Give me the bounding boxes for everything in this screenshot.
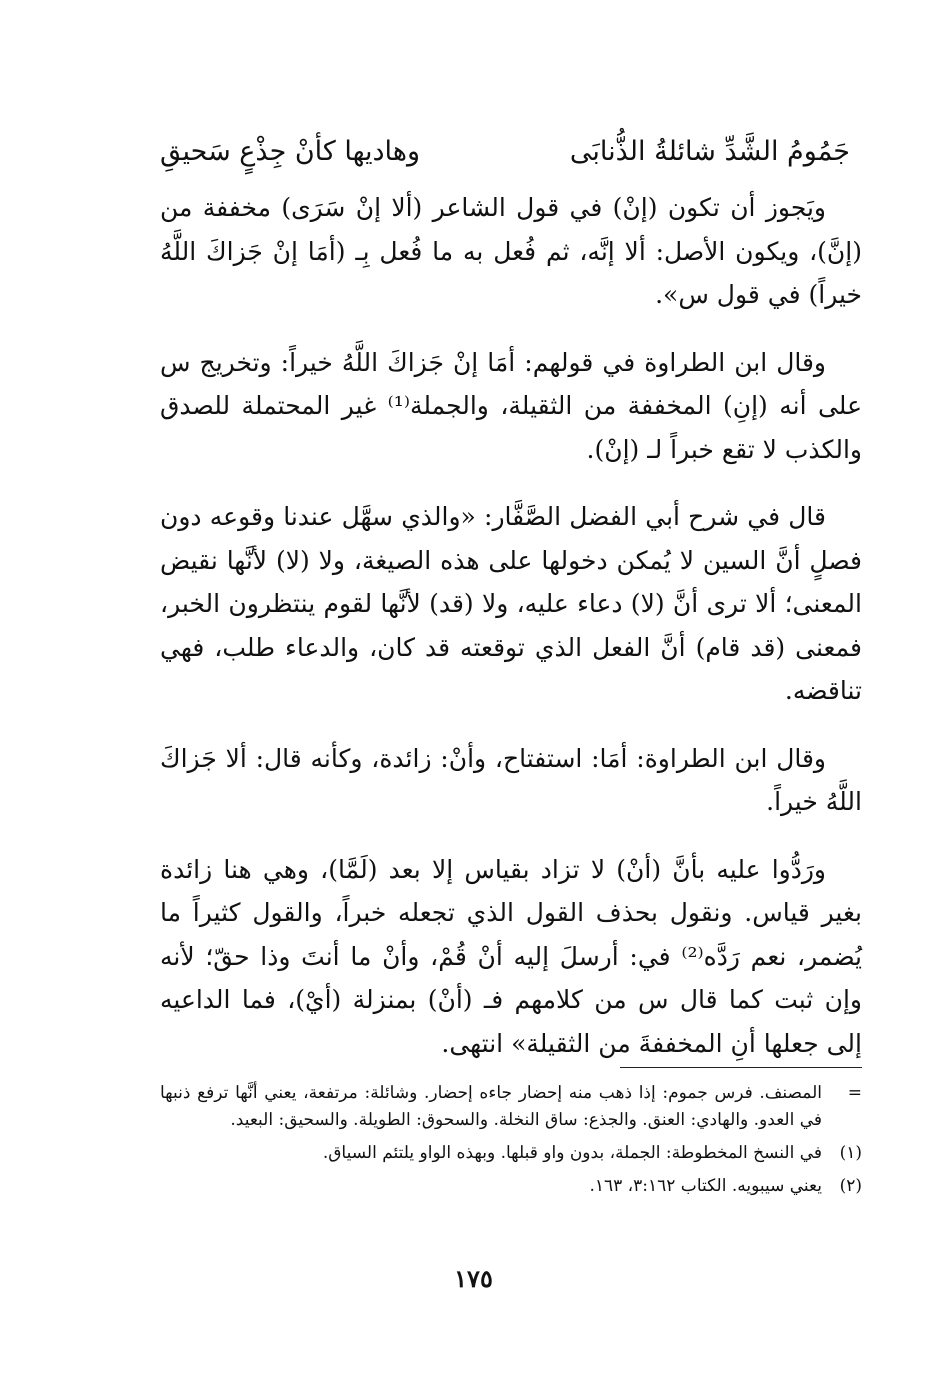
footnote-mark: (١) [839,1143,862,1163]
footnote-1 [160,1140,862,1167]
footnote-text: في النسخ المخطوطة: الجملة، بدون واو قبلها. وبهذه الواو يلتئم السياق. [322,1143,822,1163]
footnote-continued [160,1080,862,1134]
paragraph-2: وقال ابن الطراوة في قولهم: أمَا إنْ جَزاكَ اللَّهُ خيراً: وتخريج س على أنه (إنِ) المخففة من الثقيلة، والجملة⁽¹⁾ غير المحتملة للصدق والكذب لا تقع خبراً لـ (إنْ). [160,347,862,464]
main-text [160,186,862,1089]
footnote-text: المصنف. فرس جموم: إذا ذهب منه إحضار جاءه إحضار. وشائلة: مرتفعة، يعني أنَّها ترفع ذنبها في العدو. والهادي: العنق. والجذع: ساق النخلة. والسحوق: الطويلة. والسحيق: البعيد. [160,1083,822,1130]
paragraph-1: ويَجوز أن تكون (إنْ) في قول الشاعر (ألا إنْ سَرَى) مخففة من (إنَّ)، ويكون الأصل: ألا إنَّه، ثم فُعل به ما فُعل بِـ (أمَا إنْ جَزاكَ اللَّهُ خيراً) في قول س». [160,193,862,309]
paragraph-4: وقال ابن الطراوة: أمَا: استفتاح، وأنْ: زائدة، وكأنه قال: ألا جَزاكَ اللَّهُ خيراً. [160,743,862,816]
page-number: ١٧٥ [454,1264,493,1293]
footnote-mark: (٢) [839,1176,862,1196]
footnote-2 [160,1173,862,1200]
footnote-text: يعني سيبويه. الكتاب ٣:١٦٢، ١٦٣. [589,1176,822,1196]
verse-first-hemistich: جَمُومُ الشَّدِّ شائلةُ الذُّنابَى [569,135,850,167]
paragraph-3: قال في شرح أبي الفضل الصَّفَّار: «والذي سهَّل عندنا وقوعه دون فصلٍ أنَّ السين لا يُمكن دخولها على هذه الصيغة، ولا (لا) لأنَّها نقيض المعنى؛ ألا ترى أنَّ (لا) دعاء عليه، ولا (قد) لأنَّها لقوم ينتظرون الخبر، فمعنى (قد قام) أنَّ الفعل الذي توقعته قد كان، والدعاء طلب، فهي تناقضه. [160,502,862,705]
verse-second-hemistich: وهاديها كأنْ جِذْعٍ سَحيقِ [160,135,421,167]
footnotes [160,1080,862,1206]
footnote-mark: = [847,1083,862,1103]
poetry-verse [160,128,850,174]
paragraph-5: ورَدُّوا عليه بأنَّ (أنْ) لا تزاد بقياس إلا بعد (لَمَّا)، وهي هنا زائدة بغير قياس. ونقول بحذف القول الذي تجعله خبراً، والقول كثيراً ما يُضمر، نعم رَدَّه⁽²⁾ في: أرسلَ إليه أنْ قُمْ، وأنْ ما أنتَ وذا حقّ؛ لأنه وإن ثبت كما قال س من كلامهم فـ (أنْ) بمنزلة (أيْ)، فما الداعيه إلى جعلها أنِ المخففةَ من الثقيلة» انتهى. [160,854,863,1058]
footnote-separator [620,1067,862,1068]
